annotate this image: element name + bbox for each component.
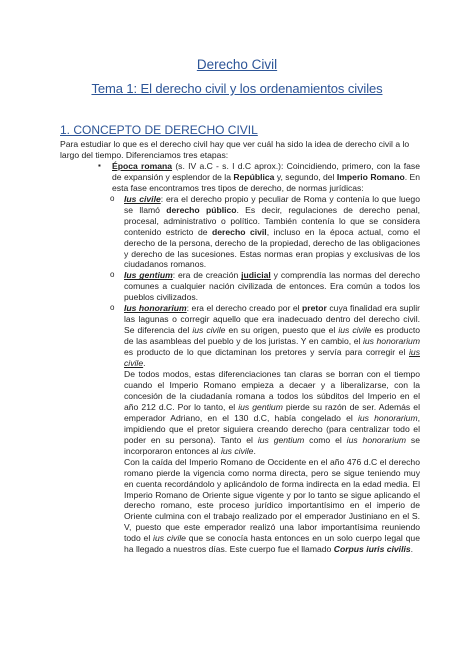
- ius-gentium-text: Ius gentium: era de creación judicial y comprendía las normas del derecho comunes a cualquier nación civilizada de entonces. Era común a todos los pueblos civilizados.: [124, 270, 420, 303]
- document-title: Derecho Civil: [196, 57, 278, 72]
- subbullet-ius-civile: [110, 194, 420, 271]
- subbullet-ius-honorarium: [110, 303, 420, 369]
- continuation-block: [124, 369, 420, 555]
- document-subtitle: Tema 1: El derecho civil y los ordenamientos civiles: [91, 81, 383, 96]
- ius-honorarium-term: Ius honorarium: [124, 303, 187, 314]
- imperio-romano-term: Imperio Romano: [336, 171, 405, 182]
- republica-term: República: [233, 171, 275, 182]
- ius-civile-term: Ius civile: [124, 193, 161, 204]
- epoca-romana-text: Época romana (s. IV a.C - s. I d.C aprox.): Coincidiendo, primero, con la fase de expansión y esplendor de la República y, segundo, del Imperio Romano. En esta fase encontramos tres tipos de derecho, de normas jurídicas:: [112, 160, 420, 193]
- intro-paragraph: Para estudiar lo que es el derecho civil hay que ver cuál ha sido la idea de derecho civil a lo largo del tiempo. Diferenciamos tres etapas:: [60, 139, 410, 160]
- bullet-epoca-romana: [98, 161, 420, 194]
- ius-civile-text: Ius civile: era el derecho propio y peculiar de Roma y contenía lo que luego se llamó derecho público. Es decir, regulaciones de derecho penal, procesal, administrativo o político. También contenía lo que se considera contenido estricto de derecho civil, incluso en la época actual, como el derecho de la persona, derecho de la propiedad, derecho de las obligaciones y derecho de las sucesiones. Estas normas eran propias y exclusivas de los ciudadanos romanos.: [124, 193, 420, 270]
- paragraph-todos-modos: De todos modos, estas diferenciaciones tan claras se borran con el tiempo cuando el Imperio Romano empieza a decaer y a liberalizarse, con la concesión de la ciudadanía romana a todos los súbditos del Imperio en el año 212 d.C. Por lo tanto, el ius gentium pierde su razón de ser. Además el emperador Adriano, en el 130 d.C, había congelado el ius honorarium, impidiendo que el pretor siguiera creando derecho (para centralizar todo el poder en su persona). Tanto el ius gentium como el ius honorarium se incorporaron entonces al ius civile.: [124, 369, 420, 456]
- ius-gentium-term: Ius gentium: [124, 270, 173, 281]
- ius-honorarium-text: Ius honorarium: era el derecho creado por el pretor cuya finalidad era suplir las lagunas o corregir aquello que era inadecuado dentro del derecho civil. Se diferencia del ius civile en su origen, puesto que el ius civile es producto de las asambleas del pueblo y de los juristas. Y en cambio, el ius honorarium es producto de lo que dictaminan los pretores y servía para corregir el ius civile.: [124, 303, 420, 369]
- square-bullet-icon: ▪: [98, 160, 101, 170]
- subbullet-ius-gentium: [110, 270, 420, 303]
- document-body: [60, 139, 420, 555]
- corpus-iuris-civilis-term: Corpus iuris civilis: [333, 544, 411, 555]
- title-block: [60, 56, 414, 98]
- epoca-romana-term: Época romana: [112, 160, 173, 171]
- circle-bullet-icon: o: [110, 193, 115, 203]
- circle-bullet-icon: o: [110, 303, 115, 313]
- section-heading: 1. CONCEPTO DE DERECHO CIVIL: [60, 123, 258, 137]
- paragraph-caida-imperio: Con la caída del Imperio Romano de Occidente en el año 476 d.C el derecho romano pierde la vigencia como norma directa, pero se sigue teniendo muy en cuenta recordándolo y aplicándolo de forma indirecta en la edad media. El Imperio Romano de Oriente sigue vigente y por lo tanto se sigue aplicando el derecho romano, este proceso jurídico importantísimo en el imperio de Oriente culmina con el trabajo realizado por el emperador Justiniano en el S. V, puesto que este emperador realizó una labor importantísima reuniendo todo el ius civile que se conocía hasta entonces en un solo cuerpo legal que ha llegado a nuestros días. Este cuerpo fue el llamado Corpus iuris civilis.: [124, 456, 420, 555]
- circle-bullet-icon: o: [110, 270, 115, 280]
